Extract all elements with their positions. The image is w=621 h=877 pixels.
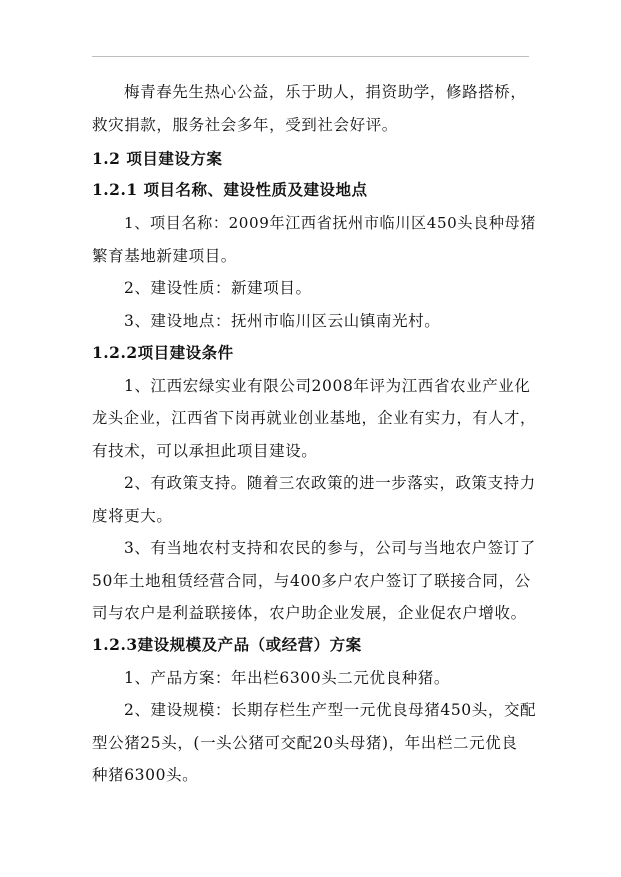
header-rule xyxy=(92,56,529,57)
condition-3-line-1: 3、有当地农村支持和农民的参与，公司与当地农户签订了 xyxy=(124,539,536,557)
construction-nature: 2、建设性质：新建项目。 xyxy=(124,279,312,297)
condition-1-line-2: 龙头企业，江西省下岗再就业创业基地，企业有实力，有人才， xyxy=(92,409,536,427)
scale-line-2: 型公猪25头，(一头公猪可交配20头母猪)，年出栏二元优良 xyxy=(92,734,518,752)
paragraph-line-1: 梅青春先生热心公益，乐于助人，捐资助学，修路搭桥， xyxy=(124,83,527,101)
scale-line-3: 种猪6300头。 xyxy=(92,766,199,784)
condition-2-line-1: 2、有政策支持。随着三农政策的进一步落实，政策支持力 xyxy=(124,474,536,492)
section-heading-1-2: 1.2 项目建设方案 xyxy=(92,149,223,168)
project-name-line-1: 1、项目名称：2009年江西省抚州市临川区450头良种母猪 xyxy=(124,214,537,232)
product-plan: 1、产品方案：年出栏6300头二元优良种猪。 xyxy=(124,669,451,687)
condition-2-line-2: 度将更大。 xyxy=(92,507,173,525)
condition-3-line-3: 司与农户是利益联接体，农户助企业发展，企业促农户增收。 xyxy=(92,604,527,622)
project-name-line-2: 繁育基地新建项目。 xyxy=(92,247,237,265)
subsection-heading-1-2-2: 1.2.2项目建设条件 xyxy=(92,343,234,362)
subsection-heading-1-2-1: 1.2.1 项目名称、建设性质及建设地点 xyxy=(92,180,368,199)
subsection-heading-1-2-3: 1.2.3建设规模及产品（或经营）方案 xyxy=(92,635,362,654)
paragraph-line-2: 救灾捐款，服务社会多年，受到社会好评。 xyxy=(92,116,398,134)
condition-3-line-2: 50年土地租赁经营合同，与400多户农户签订了联接合同，公 xyxy=(92,572,531,590)
construction-site: 3、建设地点：抚州市临川区云山镇南光村。 xyxy=(124,312,441,330)
condition-1-line-3: 有技术，可以承担此项目建设。 xyxy=(92,442,318,460)
condition-1-line-1: 1、江西宏绿实业有限公司2008年评为江西省农业产业化 xyxy=(124,377,531,395)
scale-line-1: 2、建设规模：长期存栏生产型一元优良母猪450头，交配 xyxy=(124,701,537,719)
